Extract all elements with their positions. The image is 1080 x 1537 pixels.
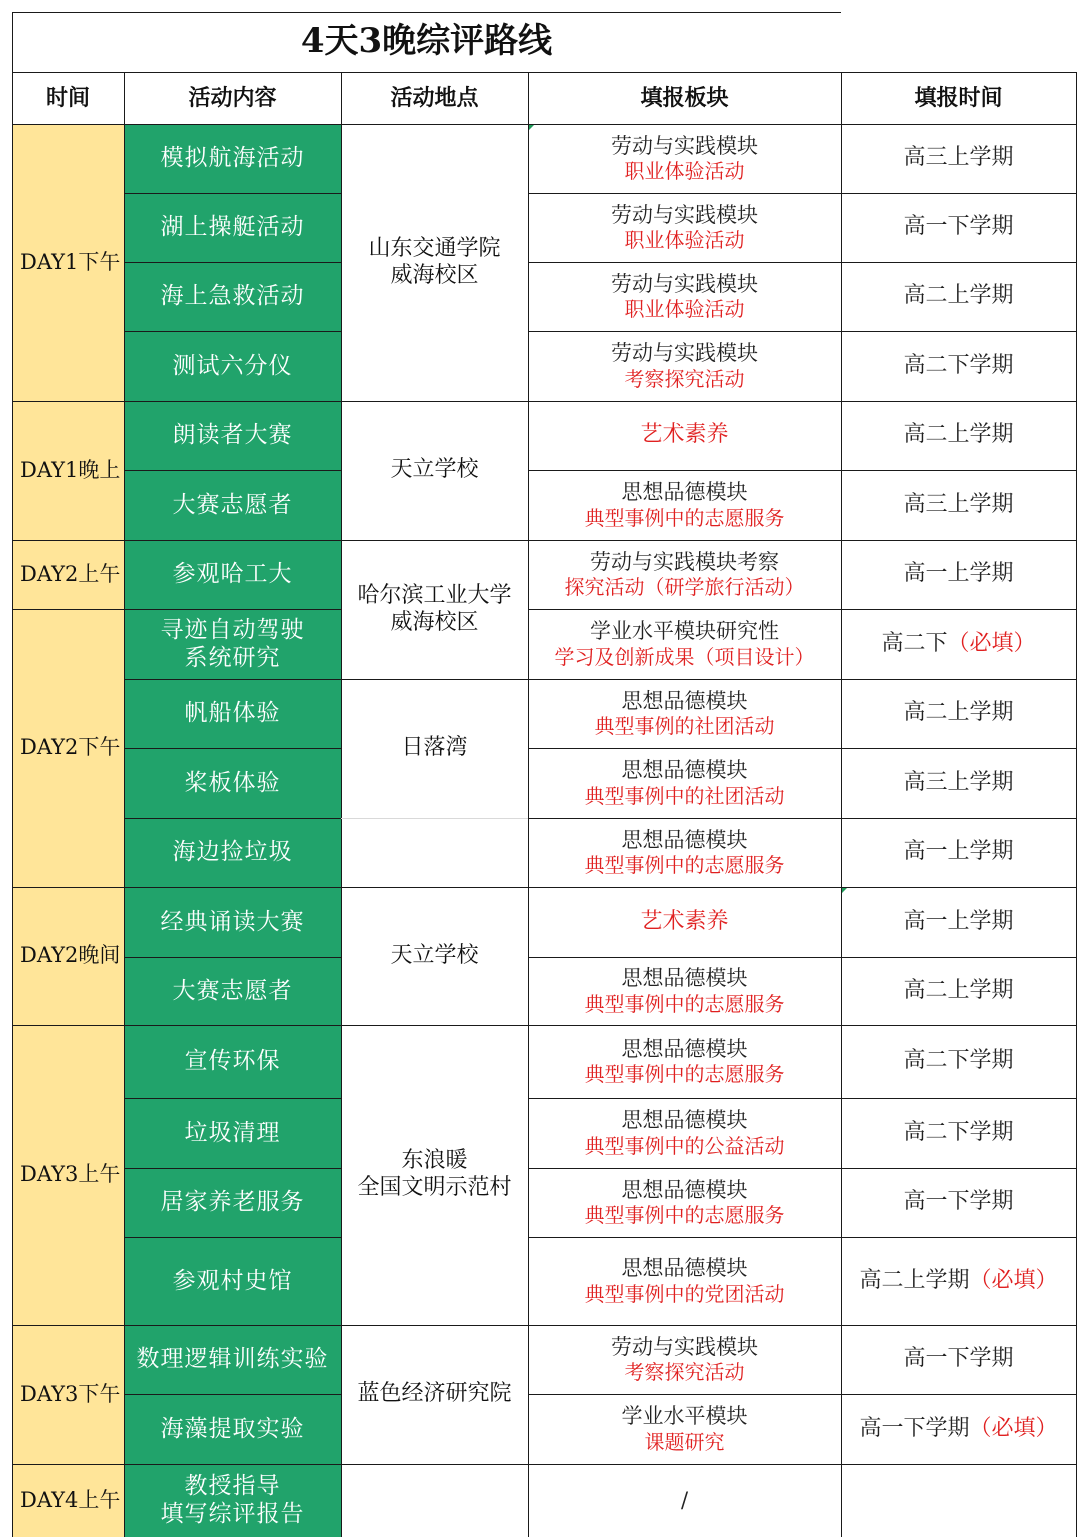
grid-line bbox=[528, 1394, 1076, 1395]
semester-text: 高二下学期 bbox=[903, 1048, 1014, 1074]
text-line: 日落湾 bbox=[401, 735, 468, 761]
grid-line bbox=[528, 887, 1076, 888]
report-module bbox=[528, 1098, 841, 1168]
text-line: 教授指导 bbox=[184, 1473, 281, 1499]
grid-line bbox=[341, 540, 528, 541]
report-module bbox=[528, 262, 841, 331]
activity-name bbox=[124, 331, 341, 401]
module-category: 典型事例中的志愿服务 bbox=[584, 1203, 785, 1228]
report-module bbox=[528, 609, 841, 679]
text-line: 寻迹自动驾驶 bbox=[160, 616, 305, 643]
activity-location bbox=[341, 1025, 528, 1325]
activity-location bbox=[341, 679, 528, 818]
grid-line bbox=[528, 609, 1076, 610]
grid-line bbox=[528, 957, 1076, 958]
grid-line bbox=[12, 609, 124, 610]
text-line: 天立学校 bbox=[390, 457, 479, 483]
grid-line bbox=[12, 12, 841, 13]
grid-line bbox=[124, 1394, 341, 1395]
column-header: 时间 bbox=[45, 84, 90, 111]
grid-line bbox=[124, 887, 341, 888]
grid-line bbox=[12, 401, 124, 402]
text-line: 参观村史馆 bbox=[172, 1267, 293, 1294]
grid-line bbox=[12, 72, 13, 1537]
grid-line bbox=[124, 1325, 341, 1326]
module-name: / bbox=[680, 1487, 689, 1512]
report-time bbox=[841, 748, 1076, 818]
grid-line bbox=[341, 1325, 528, 1326]
module-category: 典型事例中的党团活动 bbox=[584, 1281, 785, 1306]
grid-line bbox=[528, 193, 1076, 194]
grid-line bbox=[341, 72, 342, 1537]
module-name: 劳动与实践模块 bbox=[611, 271, 758, 296]
activity-name bbox=[124, 540, 341, 609]
report-time bbox=[841, 818, 1076, 887]
report-module bbox=[528, 1168, 841, 1237]
grid-line bbox=[124, 748, 341, 749]
grid-line bbox=[124, 1168, 341, 1169]
report-module bbox=[528, 193, 841, 262]
grid-line bbox=[124, 262, 341, 263]
report-module bbox=[528, 124, 841, 193]
module-category: 艺术素养 bbox=[640, 908, 729, 934]
semester-text: 高三上学期 bbox=[903, 145, 1014, 171]
required-note: （必填） bbox=[969, 1267, 1058, 1293]
semester-text: 高二上学期 bbox=[903, 977, 1014, 1003]
module-name: 学业水平模块 bbox=[621, 1404, 748, 1428]
report-time bbox=[841, 1098, 1076, 1168]
activity-location bbox=[341, 887, 528, 1025]
column-header: 活动内容 bbox=[188, 84, 277, 111]
grid-line bbox=[528, 331, 1076, 332]
grid-line bbox=[341, 1464, 528, 1465]
module-name: 劳动与实践模块 bbox=[611, 202, 758, 227]
module-category: 典型事例中的志愿服务 bbox=[584, 505, 785, 530]
time-slot: DAY2下午 bbox=[12, 609, 124, 887]
grid-line bbox=[124, 331, 341, 332]
report-time bbox=[841, 470, 1076, 540]
grid-line bbox=[528, 401, 1076, 402]
activity-name bbox=[124, 1464, 341, 1537]
module-name: 思想品德模块 bbox=[621, 758, 748, 782]
module-category: 课题研究 bbox=[644, 1429, 725, 1454]
text-line: 海上急救活动 bbox=[160, 283, 305, 310]
grid-line bbox=[528, 1237, 1076, 1238]
text-line: 威海校区 bbox=[390, 609, 479, 635]
report-time bbox=[841, 609, 1076, 679]
text-line: 海藻提取实验 bbox=[160, 1415, 305, 1442]
report-time bbox=[841, 331, 1076, 401]
report-module bbox=[528, 957, 841, 1025]
activity-name bbox=[124, 1168, 341, 1237]
time-slot: DAY3上午 bbox=[12, 1025, 124, 1325]
activity-name bbox=[124, 262, 341, 331]
module-category: 探究活动（研学旅行活动） bbox=[564, 575, 805, 600]
report-time bbox=[841, 193, 1076, 262]
required-note: （必填） bbox=[947, 630, 1036, 656]
text-line: 湖上操艇活动 bbox=[160, 214, 305, 241]
text-line: 数理逻辑训练实验 bbox=[136, 1346, 329, 1373]
column-header: 活动地点 bbox=[390, 84, 479, 111]
text-line: 模拟航海活动 bbox=[160, 145, 305, 172]
activity-name bbox=[124, 1237, 341, 1325]
report-time bbox=[841, 887, 1076, 957]
activity-name bbox=[124, 957, 341, 1025]
grid-line bbox=[841, 72, 842, 1537]
semester-text: 高二下 bbox=[881, 630, 948, 656]
grid-line bbox=[124, 470, 341, 471]
module-name: 劳动与实践模块 bbox=[611, 1334, 758, 1359]
grid-line bbox=[12, 124, 1076, 125]
activity-name bbox=[124, 193, 341, 262]
module-name: 思想品德模块 bbox=[621, 1036, 748, 1061]
grid-line bbox=[12, 12, 13, 72]
module-category: 考察探究活动 bbox=[624, 366, 745, 391]
report-time bbox=[841, 1237, 1076, 1325]
report-time bbox=[841, 1394, 1076, 1464]
semester-text: 高一下学期 bbox=[903, 214, 1014, 240]
report-module bbox=[528, 470, 841, 540]
required-note: （必填） bbox=[969, 1415, 1058, 1441]
grid-line bbox=[12, 1325, 124, 1326]
time-slot: DAY3下午 bbox=[12, 1325, 124, 1464]
grid-line bbox=[528, 1464, 1076, 1465]
time-slot: DAY1下午 bbox=[12, 124, 124, 401]
text-line: 居家养老服务 bbox=[160, 1189, 305, 1216]
report-module bbox=[528, 887, 841, 957]
text-line: 哈尔滨工业大学 bbox=[357, 582, 512, 608]
semester-text: 高二上学期 bbox=[903, 283, 1014, 309]
activity-name bbox=[124, 470, 341, 540]
report-time bbox=[841, 957, 1076, 1025]
grid-line bbox=[528, 748, 1076, 749]
grid-line bbox=[124, 1098, 341, 1099]
grid-line bbox=[124, 193, 341, 194]
text-line: 经典诵读大赛 bbox=[160, 908, 305, 935]
module-name: 思想品德模块 bbox=[621, 966, 748, 990]
grid-line bbox=[528, 72, 529, 1537]
grid-line bbox=[341, 1025, 528, 1026]
report-time bbox=[841, 679, 1076, 748]
semester-text: 高二下学期 bbox=[903, 1119, 1014, 1145]
report-module bbox=[528, 540, 841, 609]
grid-line bbox=[12, 887, 124, 888]
semester-text: 高一上学期 bbox=[903, 839, 1014, 865]
module-category: 典型事例中的公益活动 bbox=[584, 1133, 785, 1158]
text-line: 威海校区 bbox=[390, 262, 479, 288]
text-line: 垃圾清理 bbox=[184, 1119, 281, 1146]
grid-line bbox=[124, 609, 341, 610]
grid-line bbox=[341, 401, 528, 402]
grid-line bbox=[12, 72, 1076, 73]
module-name: 思想品德模块 bbox=[621, 1256, 748, 1280]
semester-text: 高一下学期 bbox=[903, 1189, 1014, 1215]
report-module bbox=[528, 1464, 841, 1537]
text-line: 系统研究 bbox=[184, 645, 281, 671]
report-module bbox=[528, 818, 841, 887]
grid-line bbox=[528, 818, 1076, 819]
activity-name bbox=[124, 1098, 341, 1168]
report-time bbox=[841, 1168, 1076, 1237]
grid-line bbox=[528, 679, 1076, 680]
activity-name bbox=[124, 1325, 341, 1394]
report-module bbox=[528, 1394, 841, 1464]
semester-text: 高二上学期 bbox=[903, 700, 1014, 726]
semester-text: 高一下学期 bbox=[859, 1415, 970, 1441]
grid-line bbox=[341, 818, 528, 819]
report-time bbox=[841, 262, 1076, 331]
grid-line bbox=[124, 1464, 341, 1465]
grid-line bbox=[12, 1464, 124, 1465]
grid-line bbox=[528, 540, 1076, 541]
report-time bbox=[841, 1325, 1076, 1394]
module-name: 劳动与实践模块 bbox=[611, 341, 758, 365]
grid-line bbox=[341, 679, 528, 680]
module-category: 艺术素养 bbox=[640, 422, 729, 448]
module-category: 典型事例中的社团活动 bbox=[584, 783, 785, 808]
time-slot: DAY4上午 bbox=[12, 1464, 124, 1537]
report-module bbox=[528, 331, 841, 401]
column-header: 填报时间 bbox=[914, 84, 1003, 111]
semester-text: 高一上学期 bbox=[903, 561, 1014, 587]
grid-line bbox=[341, 887, 528, 888]
activity-name bbox=[124, 818, 341, 887]
text-line: 填写综评报告 bbox=[160, 1501, 305, 1528]
activity-name bbox=[124, 1394, 341, 1464]
module-category: 考察探究活动 bbox=[624, 1360, 745, 1385]
text-line: 帆船体验 bbox=[184, 700, 281, 727]
grid-line bbox=[124, 679, 341, 680]
report-time bbox=[841, 401, 1076, 470]
report-module bbox=[528, 1325, 841, 1394]
module-name: 学业水平模块研究性 bbox=[590, 619, 779, 643]
text-line: 海边捡垃圾 bbox=[172, 839, 293, 866]
module-name: 思想品德模块 bbox=[621, 1177, 748, 1202]
report-module bbox=[528, 679, 841, 748]
text-line: 测试六分仪 bbox=[172, 352, 293, 379]
module-category: 职业体验活动 bbox=[624, 228, 745, 253]
text-line: 宣传环保 bbox=[184, 1048, 281, 1075]
grid-line bbox=[528, 1025, 1076, 1026]
activity-location bbox=[341, 540, 528, 679]
module-category: 典型事例中的志愿服务 bbox=[584, 991, 785, 1016]
report-module bbox=[528, 1025, 841, 1098]
semester-text: 高二下学期 bbox=[903, 352, 1014, 378]
text-line: 东浪暖 bbox=[401, 1148, 468, 1174]
activity-name bbox=[124, 679, 341, 748]
grid-line bbox=[124, 818, 341, 819]
text-line: 朗读者大赛 bbox=[172, 422, 293, 449]
report-time bbox=[841, 124, 1076, 193]
report-time bbox=[841, 1464, 1076, 1537]
module-name: 思想品德模块 bbox=[621, 480, 748, 504]
grid-line bbox=[528, 470, 1076, 471]
grid-line bbox=[124, 1237, 341, 1238]
semester-text: 高二上学期 bbox=[903, 422, 1014, 448]
time-slot: DAY1晚上 bbox=[12, 401, 124, 540]
grid-line bbox=[528, 1325, 1076, 1326]
module-category: 职业体验活动 bbox=[624, 159, 745, 184]
activity-name bbox=[124, 609, 341, 679]
time-slot: DAY2晚间 bbox=[12, 887, 124, 1025]
module-name: 思想品德模块 bbox=[621, 1108, 748, 1132]
grid-line bbox=[1076, 72, 1077, 1537]
time-slot: DAY2上午 bbox=[12, 540, 124, 609]
module-name: 思想品德模块 bbox=[621, 827, 748, 852]
module-name: 劳动与实践模块考察 bbox=[590, 549, 779, 574]
grid-line bbox=[528, 1168, 1076, 1169]
module-category: 典型事例中的志愿服务 bbox=[584, 1062, 785, 1087]
text-line: 大赛志愿者 bbox=[172, 977, 293, 1004]
grid-line bbox=[528, 262, 1076, 263]
cell-comment-marker bbox=[529, 125, 534, 130]
report-module bbox=[528, 1237, 841, 1325]
module-name: 劳动与实践模块 bbox=[611, 133, 758, 158]
activity-name bbox=[124, 748, 341, 818]
text-line: 桨板体验 bbox=[184, 769, 281, 796]
semester-text: 高三上学期 bbox=[903, 769, 1014, 795]
semester-text: 高三上学期 bbox=[903, 491, 1014, 517]
text-line: 山东交通学院 bbox=[368, 235, 501, 261]
column-header: 填报板块 bbox=[640, 84, 729, 111]
module-category: 学习及创新成果（项目设计） bbox=[554, 644, 815, 669]
grid-line bbox=[124, 540, 341, 541]
text-line: 全国文明示范村 bbox=[357, 1175, 512, 1200]
report-time bbox=[841, 1025, 1076, 1098]
activity-location bbox=[341, 1325, 528, 1464]
activity-name bbox=[124, 1025, 341, 1098]
module-category: 典型事例中的志愿服务 bbox=[584, 853, 785, 878]
grid-line bbox=[124, 72, 125, 1537]
text-line: 参观哈工大 bbox=[172, 561, 293, 588]
module-name: 思想品德模块 bbox=[621, 688, 748, 713]
grid-line bbox=[12, 1025, 124, 1026]
page-title: 4天3晚综评路线 bbox=[300, 21, 553, 62]
activity-location bbox=[341, 124, 528, 401]
report-module bbox=[528, 401, 841, 470]
activity-name bbox=[124, 401, 341, 470]
grid-line bbox=[528, 1098, 1076, 1099]
module-category: 职业体验活动 bbox=[624, 297, 745, 322]
grid-line bbox=[124, 957, 341, 958]
report-time bbox=[841, 540, 1076, 609]
text-line: 蓝色经济研究院 bbox=[357, 1381, 512, 1407]
text-line: 大赛志愿者 bbox=[172, 491, 293, 518]
grid-line bbox=[124, 1025, 341, 1026]
cell-comment-marker bbox=[842, 888, 847, 893]
report-module bbox=[528, 748, 841, 818]
text-line: 天立学校 bbox=[390, 942, 479, 968]
semester-text: 高一上学期 bbox=[903, 908, 1014, 934]
activity-location bbox=[341, 401, 528, 540]
module-category: 典型事例的社团活动 bbox=[594, 714, 775, 739]
activity-name bbox=[124, 124, 341, 193]
activity-name bbox=[124, 887, 341, 957]
semester-text: 高二上学期 bbox=[859, 1267, 970, 1293]
grid-line bbox=[12, 540, 124, 541]
grid-line bbox=[124, 401, 341, 402]
semester-text: 高一下学期 bbox=[903, 1346, 1014, 1372]
